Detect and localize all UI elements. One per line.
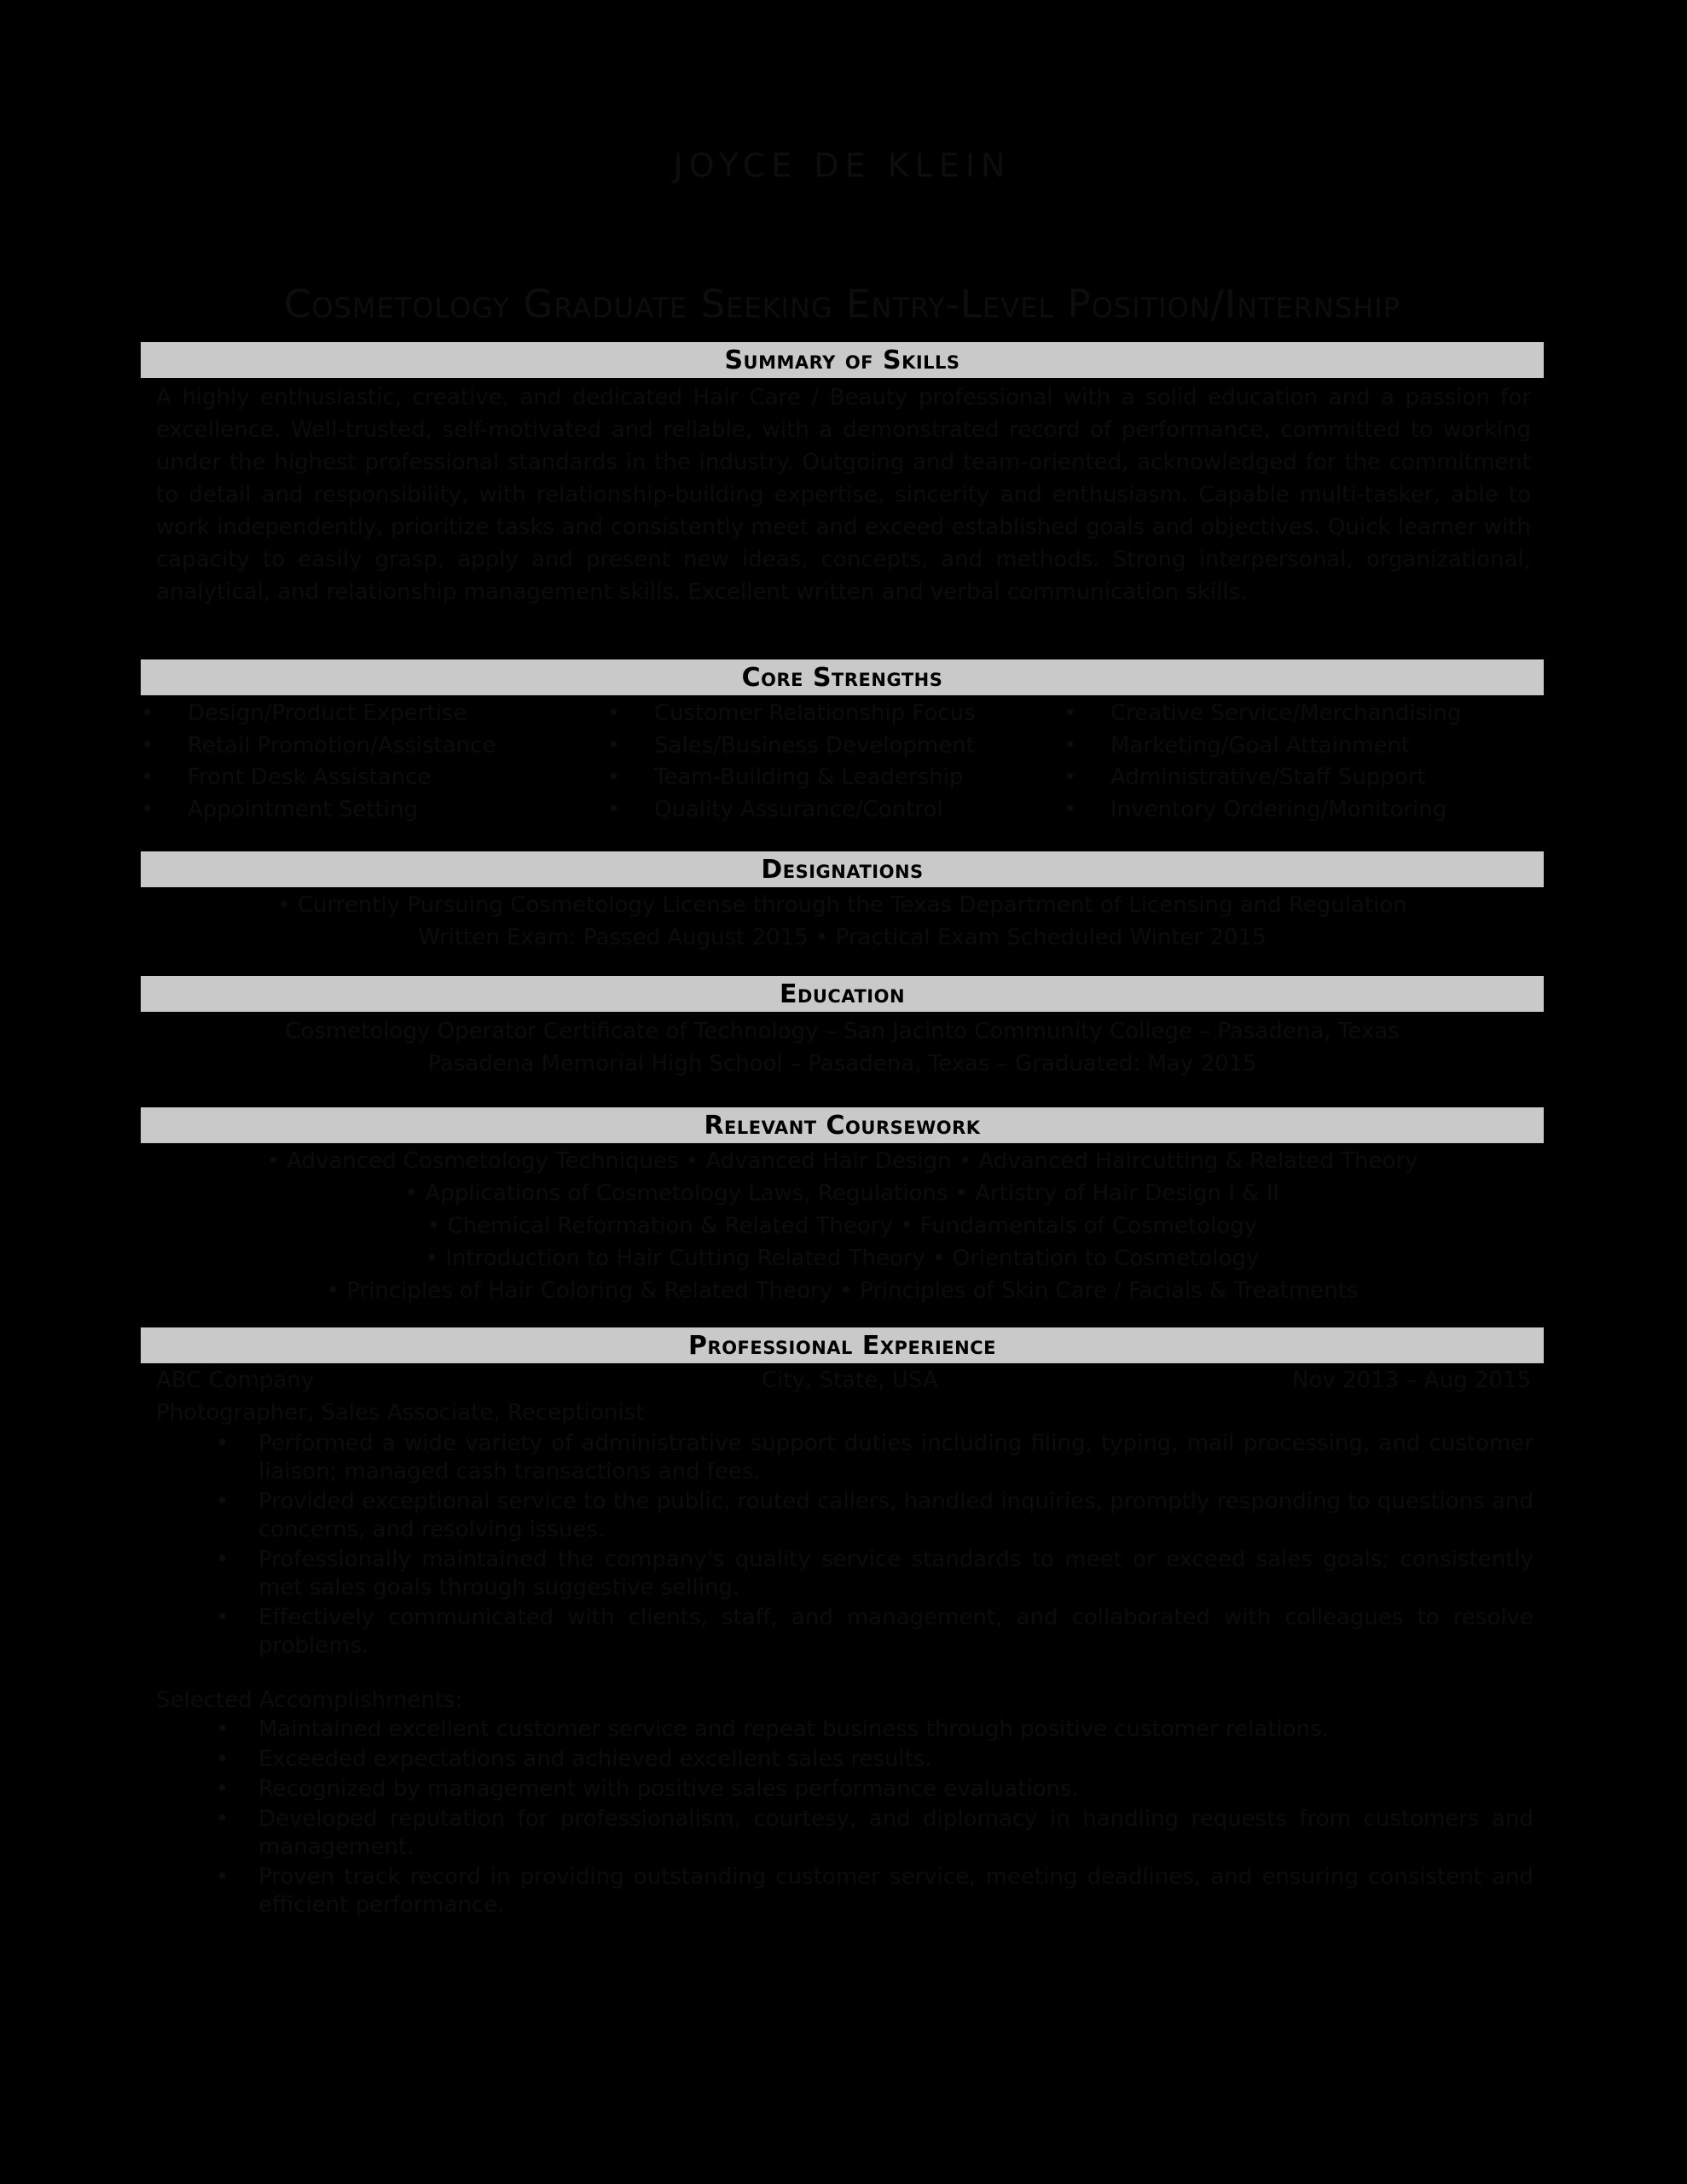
accomplishment-text: Developed reputation for professionalism, courtesy, and diplomacy in handling requests from customers and management.	[258, 1806, 1533, 1860]
strengths-column-2	[536, 698, 996, 826]
accomplishment-item	[141, 1863, 1544, 1920]
strength-label: Front Desk Assistance	[188, 764, 432, 790]
section-heading-summary-of-skills: Summary of Skills	[141, 342, 1544, 378]
strength-label: Marketing/Goal Attainment	[1110, 732, 1411, 758]
coursework-line: • Principles of Hair Coloring & Related Theory • Principles of Skin Care / Facials & Treatments	[326, 1278, 1359, 1304]
designation-line: Written Exam: Passed August 2015 • Practical Exam Scheduled Winter 2015	[418, 925, 1267, 950]
strength-item	[69, 794, 530, 827]
accomplishment-item	[141, 1716, 1544, 1744]
accomplishment-item	[141, 1805, 1544, 1862]
strength-label: Administrative/Staff Support	[1110, 764, 1426, 790]
bullet-icon: •	[1064, 764, 1077, 790]
bullet-icon: •	[216, 1746, 229, 1772]
strength-item	[69, 762, 530, 794]
designations-block	[141, 889, 1544, 954]
section-heading-designations: Designations	[141, 851, 1544, 887]
strength-item	[536, 698, 996, 730]
accomplishment-text: Proven track record in providing outstanding customer service, meeting deadlines, and ensuring consistent and efficient performance.	[258, 1864, 1533, 1918]
bullet-icon: •	[141, 764, 154, 790]
bullet-icon: •	[141, 796, 154, 822]
education-line: Pasadena Memorial High School – Pasadena, Texas – Graduated: May 2015	[427, 1051, 1257, 1077]
strength-label: Quality Assurance/Control	[654, 796, 943, 822]
bullet-icon: •	[1064, 796, 1077, 822]
coursework-line: • Chemical Reformation & Related Theory • Fundamentals of Cosmetology	[426, 1213, 1258, 1239]
duty-item	[141, 1488, 1544, 1544]
bullet-icon: •	[216, 1864, 229, 1890]
duty-item	[141, 1546, 1544, 1602]
bullet-icon: •	[607, 796, 621, 822]
strength-label: Creative Service/Merchandising	[1110, 700, 1462, 726]
coursework-block	[141, 1145, 1544, 1307]
duty-text: Effectively communicated with clients, staff, and management, and collaborated with colleagues to resolve problems.	[258, 1605, 1533, 1658]
accomplishment-item	[141, 1745, 1544, 1774]
bullet-icon: •	[216, 1776, 229, 1802]
bullet-icon: •	[216, 1806, 229, 1832]
job-company: ABC Company	[156, 1368, 315, 1393]
duty-text: Professionally maintained the company's quality service standards to meet or exceed sales goals; consistently met sales goals through suggestive selling.	[258, 1547, 1533, 1600]
summary-paragraph: A highly enthusiastic, creative, and dedicated Hair Care / Beauty professional with a solid education and a passion for excellence. Well-trusted, self-motivated and reliable, with a demonstrated record of performance, committed to working under the highest professional standards in the industry. Outgoing and team-oriented, acknowledged for the commitment to detail and responsibility, with relationship-building expertise, sincerity and enthusiasm. Capable multi-tasker, able to work independently, prioritize tasks and consistently meet and exceed established goals and objectives. Quick learner with capacity to easily grasp, apply and present new ideas, concepts, and methods. Strong interpersonal, organizational, analytical, and relationship management skills. Excellent written and verbal communication skills.	[156, 385, 1531, 605]
accomplishment-text: Recognized by management with positive sales performance evaluations.	[258, 1776, 1079, 1802]
duty-text: Performed a wide variety of administrative support duties including filing, typing, mail processing, and customer liaison; managed cash transactions and fees.	[258, 1431, 1533, 1484]
job-duties-list	[141, 1430, 1544, 1662]
strengths-column-1	[69, 698, 530, 826]
education-line: Cosmetology Operator Certificate of Technology – San Jacinto Community College – Pasadena, Texas	[285, 1019, 1400, 1044]
bullet-icon: •	[216, 1431, 229, 1456]
bullet-icon: •	[1064, 700, 1077, 726]
coursework-line: • Advanced Cosmetology Techniques • Advanced Hair Design • Advanced Haircutting & Related Theory	[266, 1148, 1418, 1174]
strength-item	[992, 698, 1462, 730]
coursework-line: • Introduction to Hair Cutting Related Theory • Orientation to Cosmetology	[425, 1246, 1260, 1271]
strength-item	[69, 698, 530, 730]
strength-item	[992, 794, 1452, 827]
strength-label: Sales/Business Development	[654, 732, 975, 758]
strength-item	[992, 730, 1452, 763]
section-heading-core-strengths: Core Strengths	[141, 659, 1544, 695]
strength-label: Inventory Ordering/Monitoring	[1110, 796, 1447, 822]
strength-label: Design/Product Expertise	[188, 700, 467, 726]
strength-item	[536, 762, 996, 794]
bullet-icon: •	[1064, 732, 1077, 758]
duty-item	[141, 1604, 1544, 1660]
strength-label: Team-Building & Leadership	[654, 764, 964, 790]
duty-item	[141, 1430, 1544, 1486]
bullet-icon: •	[607, 700, 621, 726]
bullet-icon: •	[216, 1547, 229, 1572]
education-block	[141, 1015, 1544, 1080]
section-heading-professional-experience: Professional Experience	[141, 1327, 1544, 1363]
duty-text: Provided exceptional service to the public, routed callers, handled inquiries, promptly responding to questions and concerns, and resolving issues.	[258, 1489, 1533, 1542]
job-location: City, State, USA	[762, 1368, 938, 1393]
strength-item	[536, 730, 996, 763]
coursework-line: • Applications of Cosmetology Laws, Regulations • Artistry of Hair Design I & II	[404, 1181, 1280, 1206]
bullet-icon: •	[216, 1489, 229, 1514]
job-title: Photographer, Sales Associate, Receptionist	[156, 1400, 645, 1426]
strength-item	[536, 794, 996, 827]
section-heading-education: Education	[141, 976, 1544, 1012]
bullet-icon: •	[216, 1605, 229, 1630]
bullet-icon: •	[216, 1716, 229, 1742]
accomplishment-text: Exceeded expectations and achieved excellent sales results.	[258, 1746, 932, 1772]
job-dates: Nov 2013 – Aug 2015	[1292, 1368, 1531, 1393]
accomplishment-text: Maintained excellent customer service and repeat business through positive customer relations.	[258, 1716, 1329, 1742]
bullet-icon: •	[141, 700, 154, 726]
bullet-icon: •	[141, 732, 154, 758]
accomplishments-heading: Selected Accomplishments:	[156, 1687, 463, 1713]
strengths-column-3	[992, 698, 1462, 826]
resume-headline: Cosmetology Graduate Seeking Entry-Level Position/Internship	[283, 282, 1401, 327]
candidate-name: JOYCE DE KLEIN	[673, 147, 1012, 184]
strength-item	[992, 762, 1452, 794]
strength-item	[69, 730, 530, 763]
bullet-icon: •	[607, 764, 621, 790]
accomplishment-item	[141, 1775, 1544, 1804]
bullet-icon: •	[607, 732, 621, 758]
section-heading-relevant-coursework: Relevant Coursework	[141, 1107, 1544, 1143]
designation-line: • Currently Pursuing Cosmetology License through the Texas Department of Licensing and Regulation	[277, 892, 1407, 918]
accomplishments-list	[141, 1716, 1544, 1921]
strength-label: Customer Relationship Focus	[654, 700, 976, 726]
strength-label: Appointment Setting	[188, 796, 418, 822]
strength-label: Retail Promotion/Assistance	[188, 732, 496, 758]
